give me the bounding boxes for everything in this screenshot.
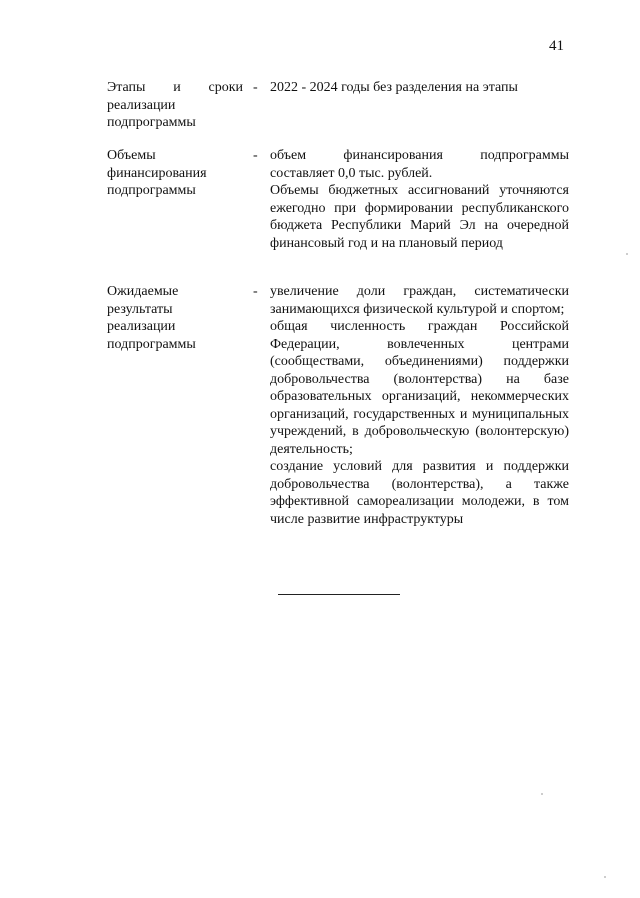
closing-separator-line	[278, 594, 400, 595]
row-label-line: результаты	[107, 301, 173, 317]
row-value-paragraph: Объемы бюджетных ассигнований уточняются ежегодно при формировании республиканского бюджета Республики Марий Эл на очередной финансовый год и на плановый период	[270, 183, 569, 251]
row-label-line: Ожидаемые	[107, 284, 179, 299]
scan-speck	[541, 793, 543, 795]
row-label-line: Этапы и сроки	[107, 80, 243, 95]
row-value-paragraph: 2022 - 2024 годы без разделения на этапы	[270, 80, 518, 95]
row-value-paragraph: увеличение доли граждан, систематически занимающихся физической культурой и спортом;	[270, 284, 569, 317]
row-label-line: подпрограммы	[107, 115, 196, 130]
row-value	[270, 147, 569, 252]
row-label	[107, 147, 243, 200]
row-value	[270, 283, 569, 528]
row-label-line: реализации	[107, 97, 176, 113]
row-value-paragraph: общая численность граждан Российской Федерации, вовлеченных центрами (сообществами, объединениями) поддержки добровольчества (волонтерства) на базе образовательных организаций, некоммерческих организаций, государственных и муниципальных учреждений, в добровольческую (волонтерскую) деятельность;	[270, 319, 569, 457]
row-dash: -	[253, 284, 258, 299]
row-label-line: реализации	[107, 319, 176, 334]
row-label-line: подпрограммы	[107, 183, 196, 198]
row-label	[107, 283, 243, 353]
scan-speck	[626, 253, 628, 255]
row-label-line: подпрограммы	[107, 336, 196, 352]
row-dash: -	[253, 80, 258, 95]
page-number: 41	[549, 38, 564, 54]
row-label-line: Объемы	[107, 148, 156, 163]
row-label-line: финансирования	[107, 165, 207, 181]
row-value-paragraph: создание условий для развития и поддержки добровольчества (волонтерства), а также эффективной самореализации молодежи, в том числе развитие инфраструктуры	[270, 459, 569, 527]
scan-speck	[604, 876, 606, 878]
row-label	[107, 79, 243, 132]
row-dash: -	[253, 148, 258, 163]
row-value-paragraph: объем финансирования подпрограммы составляет 0,0 тыс. рублей.	[270, 148, 569, 181]
row-value	[270, 79, 569, 97]
